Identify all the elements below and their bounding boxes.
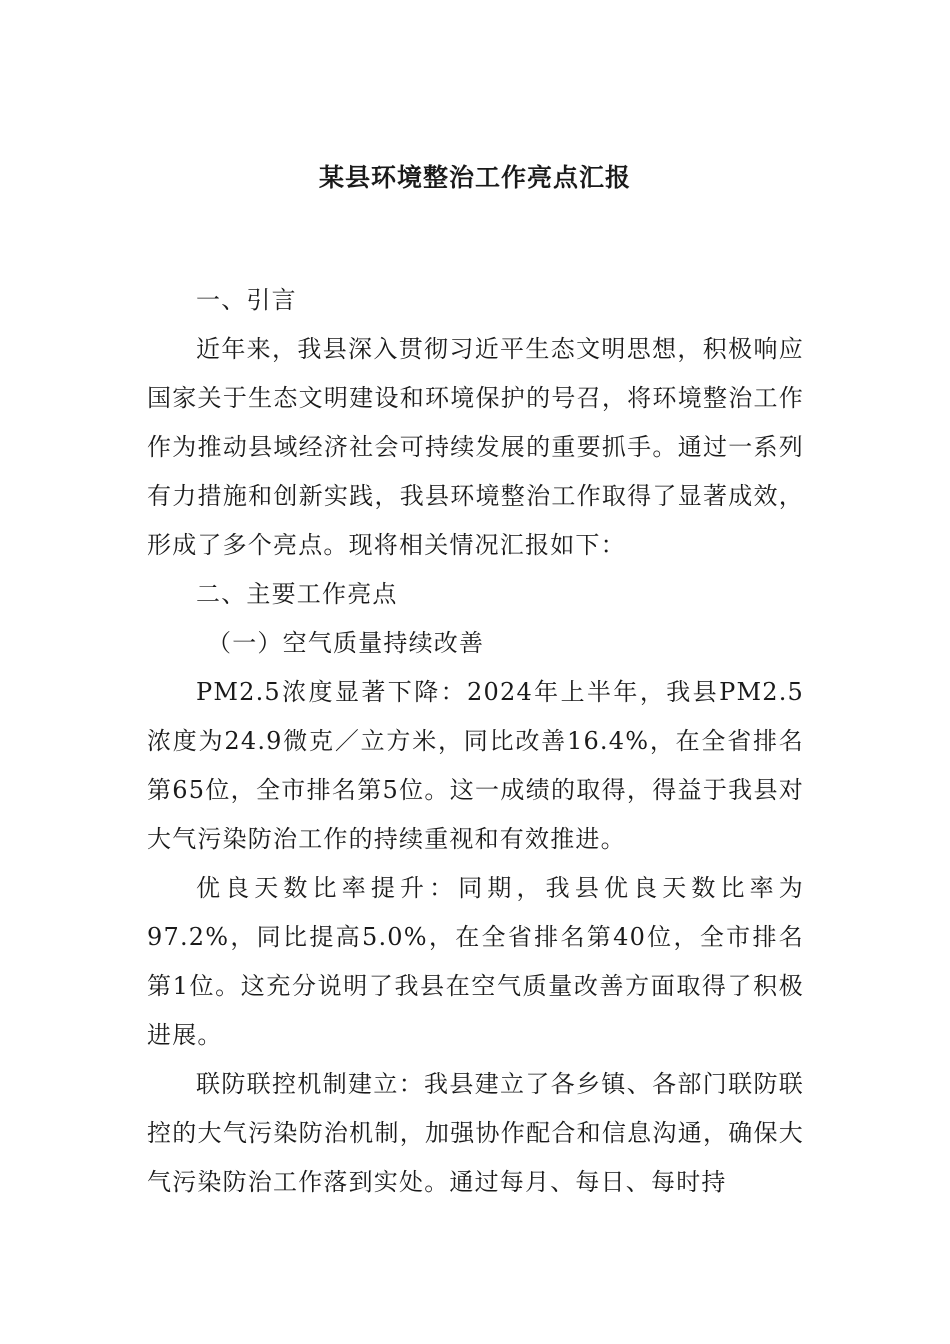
subsection-heading-air-quality: （一）空气质量持续改善 — [207, 629, 485, 657]
section-heading-introduction: 一、引言 — [196, 286, 297, 314]
section-heading-main-highlights: 二、主要工作亮点 — [196, 580, 398, 608]
joint-control-paragraph: 联防联控机制建立：我县建立了各乡镇、各部门联防联控的大气污染防治机制，加强协作配合和信息沟通，确保大气污染防治工作落到实处。通过每月、每日、每时持 — [147, 1070, 804, 1196]
introduction-paragraph: 近年来，我县深入贯彻习近平生态文明思想，积极响应国家关于生态文明建设和环境保护的号召，将环境整治工作作为推动县域经济社会可持续发展的重要抓手。通过一系列有力措施和创新实践，我县环境整治工作取得了显著成效，形成了多个亮点。现将相关情况汇报如下： — [147, 335, 804, 559]
document-body — [147, 276, 804, 1207]
good-days-paragraph: 优良天数比率提升：同期，我县优良天数比率为97.2%，同比提高5.0%，在全省排名第40位，全市排名第1位。这充分说明了我县在空气质量改善方面取得了积极进展。 — [147, 874, 804, 1049]
pm25-paragraph: PM2.5浓度显著下降：2024年上半年，我县PM2.5浓度为24.9微克／立方米，同比改善16.4%，在全省排名第65位，全市排名第5位。这一成绩的取得，得益于我县对大气污染防治工作的持续重视和有效推进。 — [147, 678, 804, 853]
document-title: 某县环境整治工作亮点汇报 — [318, 163, 631, 192]
